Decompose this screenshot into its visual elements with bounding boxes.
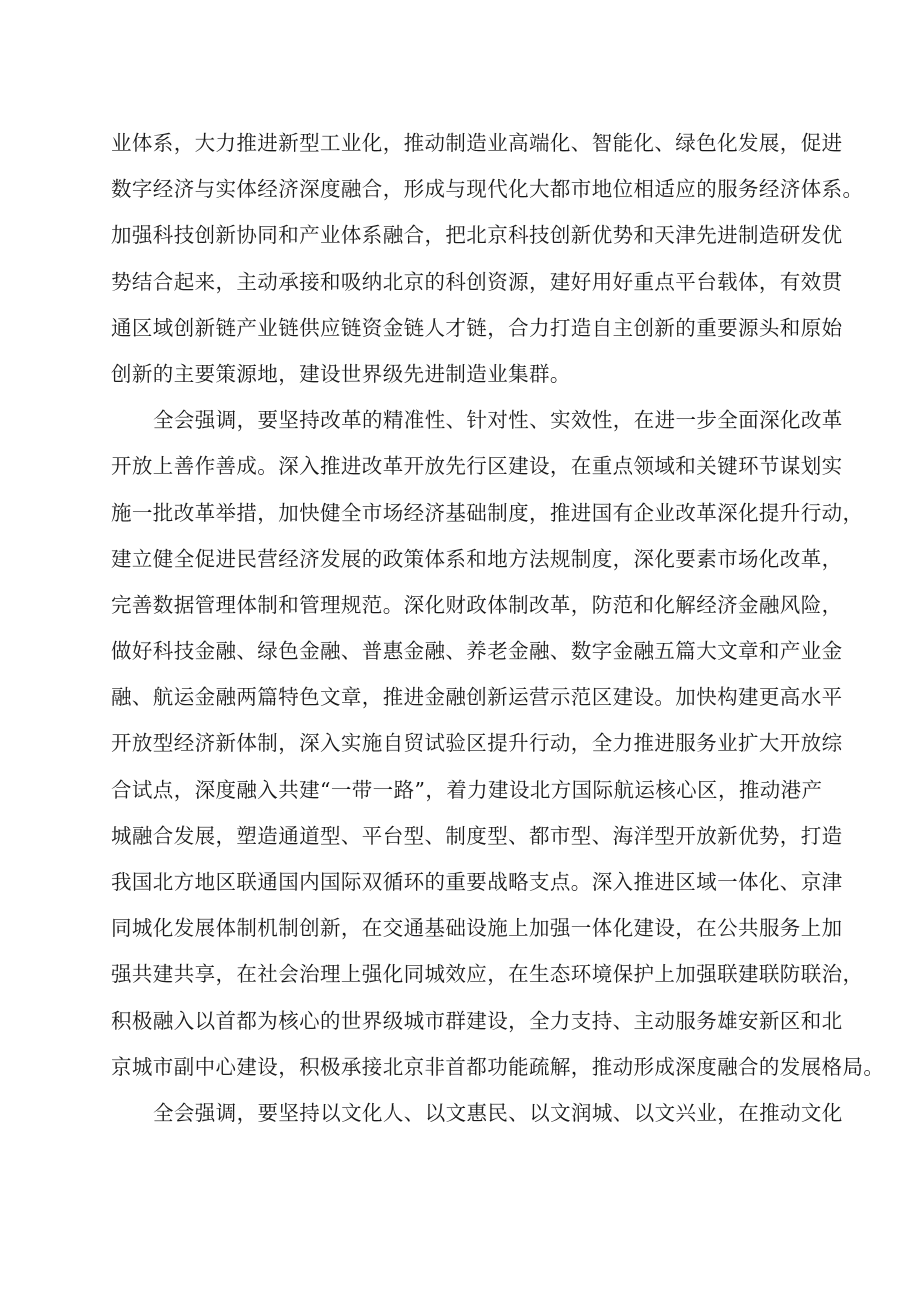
text-line: 合试点，深度融入共建“一带一路”，着力建设北方国际航运核心区，推动港产 <box>111 777 823 802</box>
text-line: 同城化发展体制机制创新，在交通基础设施上加强一体化建设，在公共服务上加 <box>111 916 843 941</box>
text-line: 建立健全促进民营经济发展的政策体系和地方法规制度，深化要素市场化改革， <box>111 546 843 571</box>
text-line: 强共建共享，在社会治理上强化同城效应，在生态环境保护上加强联建联防联治， <box>111 962 864 987</box>
text-line: 数字经济与实体经济深度融合，形成与现代化大都市地位相适应的服务经济体系。 <box>111 177 864 202</box>
paragraph-reform <box>111 397 885 1090</box>
text-line: 京城市副中心建设，积极承接北京非首都功能疏解，推动形成深度融合的发展格局。 <box>111 1054 885 1079</box>
text-line: 做好科技金融、绿色金融、普惠金融、养老金融、数字金融五篇大文章和产业金 <box>111 639 843 664</box>
text-line: 开放型经济新体制，深入实施自贸试验区提升行动，全力推进服务业扩大开放综 <box>111 731 843 756</box>
text-line: 融、航运金融两篇特色文章，推进金融创新运营示范区建设。加快构建更高水平 <box>111 685 843 710</box>
text-line: 城融合发展，塑造通道型、平台型、制度型、都市型、海洋型开放新优势，打造 <box>111 823 843 848</box>
text-line: 完善数据管理体制和管理规范。深化财政体制改革，防范和化解经济金融风险， <box>111 592 843 617</box>
paragraph-culture <box>111 1090 843 1136</box>
document-body <box>111 120 885 1136</box>
text-line: 施一批改革举措，加快健全市场经济基础制度，推进国有企业改革深化提升行动， <box>111 500 864 525</box>
text-line: 业体系，大力推进新型工业化，推动制造业高端化、智能化、绿色化发展，促进 <box>111 131 843 155</box>
paragraph-continuation <box>111 120 864 397</box>
text-line: 我国北方地区联通国内国际双循环的重要战略支点。深入推进区域一体化、京津 <box>111 870 843 894</box>
text-line: 加强科技创新协同和产业体系融合，把北京科技创新优势和天津先进制造研发优 <box>111 223 843 248</box>
text-line: 通区域创新链产业链供应链资金链人才链，合力打造自主创新的重要源头和原始 <box>111 315 843 340</box>
text-line: 积极融入以首都为核心的世界级城市群建设，全力支持、主动服务雄安新区和北 <box>111 1008 843 1033</box>
text-line: 创新的主要策源地，建设世界级先进制造业集群。 <box>111 361 571 386</box>
text-line: 势结合起来，主动承接和吸纳北京的科创资源，建好用好重点平台载体，有效贯 <box>111 269 843 294</box>
text-line: 全会强调，要坚持改革的精准性、针对性、实效性，在进一步全面深化改革 <box>153 408 843 433</box>
text-line: 开放上善作善成。深入推进改革开放先行区建设，在重点领域和关键环节谋划实 <box>111 454 843 479</box>
text-line: 全会强调，要坚持以文化人、以文惠民、以文润城、以文兴业，在推动文化 <box>153 1100 843 1125</box>
